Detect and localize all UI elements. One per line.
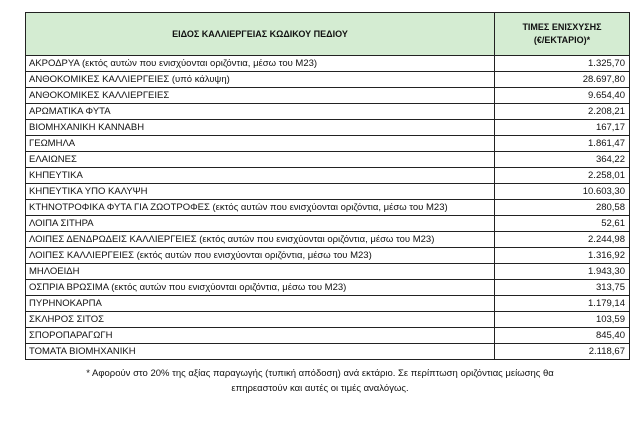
table-row	[26, 184, 630, 200]
table-row	[26, 264, 630, 280]
table-row	[26, 72, 630, 88]
subsidy-price-cell: 52,61	[495, 216, 630, 232]
table-body	[26, 56, 630, 360]
table-row	[26, 280, 630, 296]
table-row	[26, 200, 630, 216]
table-row	[26, 232, 630, 248]
subsidy-price-cell: 1.316,92	[495, 248, 630, 264]
subsidy-price-cell: 167,17	[495, 120, 630, 136]
table-row	[26, 120, 630, 136]
crop-type-cell: ΑΝΘΟΚΟΜΙΚΕΣ ΚΑΛΛΙΕΡΓΕΙΕΣ (υπό κάλυψη)	[26, 72, 495, 88]
crop-type-cell: ΚΤΗΝΟΤΡΟΦΙΚΑ ΦΥΤΑ ΓΙΑ ΖΩΟΤΡΟΦΕΣ (εκτός αυτών που ενισχύονται οριζόντια, μέσω του Μ23)	[26, 200, 495, 216]
subsidy-price-cell: 9.654,40	[495, 88, 630, 104]
subsidy-price-cell: 845,40	[495, 328, 630, 344]
crop-type-cell: ΣΠΟΡΟΠΑΡΑΓΩΓΗ	[26, 328, 495, 344]
crop-type-cell: ΚΗΠΕΥΤΙΚΑ	[26, 168, 495, 184]
subsidy-price-cell: 280,58	[495, 200, 630, 216]
table-row	[26, 328, 630, 344]
crop-type-cell: ΠΥΡΗΝΟΚΑΡΠΑ	[26, 296, 495, 312]
subsidy-rates-table	[25, 12, 630, 360]
subsidy-price-cell: 1.325,70	[495, 56, 630, 72]
subsidy-price-cell: 2.208,21	[495, 104, 630, 120]
footnote	[25, 366, 615, 396]
table-row	[26, 168, 630, 184]
footnote-line-2: επηρεαστούν και αυτές οι τιμές αναλόγως.	[231, 383, 409, 394]
table-row	[26, 248, 630, 264]
subsidy-price-cell: 364,22	[495, 152, 630, 168]
crop-type-cell: ΑΚΡΟΔΡΥΑ (εκτός αυτών που ενισχύονται οριζόντια, μέσω του Μ23)	[26, 56, 495, 72]
crop-type-cell: ΛΟΙΠΑ ΣΙΤΗΡΑ	[26, 216, 495, 232]
table-row	[26, 312, 630, 328]
subsidy-price-cell: 2.118,67	[495, 344, 630, 360]
table-header-row	[26, 13, 630, 56]
crop-type-cell: ΓΕΩΜΗΛΑ	[26, 136, 495, 152]
table-row	[26, 344, 630, 360]
crop-type-cell: ΚΗΠΕΥΤΙΚΑ ΥΠΟ ΚΑΛΥΨΗ	[26, 184, 495, 200]
crop-type-cell: ΤΟΜΑΤΑ ΒΙΟΜΗΧΑΝΙΚΗ	[26, 344, 495, 360]
crop-type-cell: ΑΡΩΜΑΤΙΚΑ ΦΥΤΑ	[26, 104, 495, 120]
table-row	[26, 136, 630, 152]
table-row	[26, 88, 630, 104]
table-row	[26, 152, 630, 168]
crop-type-cell: ΛΟΙΠΕΣ ΔΕΝΔΡΩΔΕΙΣ ΚΑΛΛΙΕΡΓΕΙΕΣ (εκτός αυτών που ενισχύονται οριζόντια, μέσω του Μ23)	[26, 232, 495, 248]
table-row	[26, 296, 630, 312]
subsidy-price-cell: 28.697,80	[495, 72, 630, 88]
crop-type-cell: ΛΟΙΠΕΣ ΚΑΛΛΙΕΡΓΕΙΕΣ (εκτός αυτών που ενισχύονται οριζόντια, μέσω του Μ23)	[26, 248, 495, 264]
subsidy-price-column-header	[495, 13, 630, 56]
subsidy-price-cell: 103,59	[495, 312, 630, 328]
crop-type-column-header: ΕΙΔΟΣ ΚΑΛΛΙΕΡΓΕΙΑΣ ΚΩΔΙΚΟΥ ΠΕΔΙΟΥ	[26, 13, 495, 56]
table-row	[26, 216, 630, 232]
crop-type-cell: ΟΣΠΡΙΑ ΒΡΩΣΙΜΑ (εκτός αυτών που ενισχύονται οριζόντια, μέσω του Μ23)	[26, 280, 495, 296]
crop-type-cell: ΜΗΛΟΕΙΔΗ	[26, 264, 495, 280]
subsidy-price-cell: 10.603,30	[495, 184, 630, 200]
crop-type-cell: ΒΙΟΜΗΧΑΝΙΚΗ ΚΑΝΝΑΒΗ	[26, 120, 495, 136]
price-header-line-1: ΤΙΜΕΣ ΕΝΙΣΧΥΣΗΣ	[522, 22, 602, 32]
subsidy-price-cell: 2.244,98	[495, 232, 630, 248]
crop-type-cell: ΑΝΘΟΚΟΜΙΚΕΣ ΚΑΛΛΙΕΡΓΕΙΕΣ	[26, 88, 495, 104]
subsidy-price-cell: 1.179,14	[495, 296, 630, 312]
table-row	[26, 56, 630, 72]
table-row	[26, 104, 630, 120]
crop-type-cell: ΕΛΑΙΩΝΕΣ	[26, 152, 495, 168]
subsidy-price-cell: 1.861,47	[495, 136, 630, 152]
subsidy-price-cell: 2.258,01	[495, 168, 630, 184]
subsidy-price-cell: 1.943,30	[495, 264, 630, 280]
crop-type-cell: ΣΚΛΗΡΟΣ ΣΙΤΟΣ	[26, 312, 495, 328]
subsidy-table-document	[25, 12, 625, 396]
footnote-line-1: * Αφορούν στο 20% της αξίας παραγωγής (τυπική απόδοση) ανά εκτάριο. Σε περίπτωση οριζόντιας μείωσης θα	[86, 368, 554, 379]
price-header-line-2: (€/ΕΚΤΑΡΙΟ)*	[533, 35, 591, 45]
subsidy-price-cell: 313,75	[495, 280, 630, 296]
